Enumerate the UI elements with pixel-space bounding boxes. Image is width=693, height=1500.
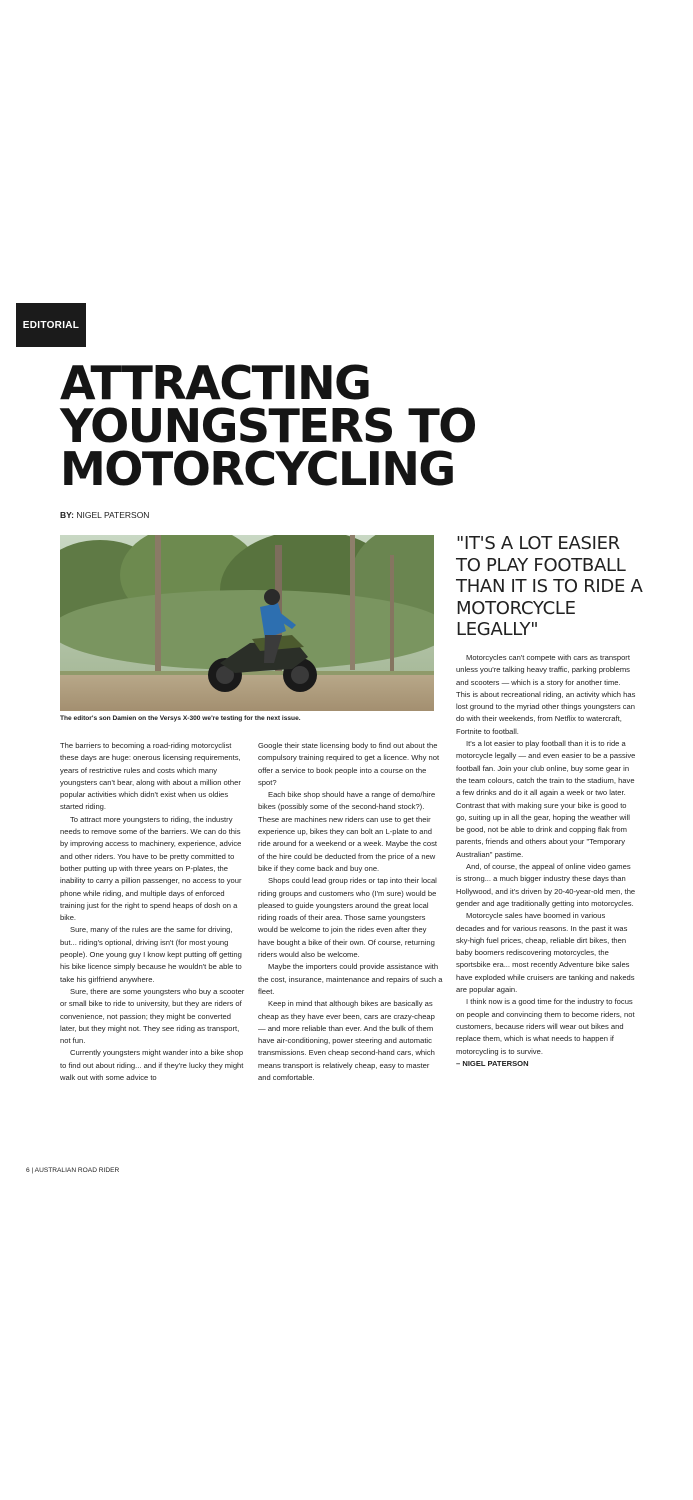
byline <box>60 510 149 520</box>
article-column-3 <box>456 652 636 1070</box>
headline-line-1: ATTRACTING <box>60 356 371 410</box>
article-headline <box>60 356 476 496</box>
article-column-2 <box>258 740 444 1084</box>
headline-line-3: MOTORCYCLING <box>60 442 455 496</box>
paragraph: To attract more youngsters to riding, the industry needs to remove some of the barriers. We can do this by improving access to machinery, experience, advice and other riders. You have to be pretty committed to bother putting up with three years on P-plates, the inability to carry a pillion passenger, no access to your phone while riding, and multiple days of enforced training just for the right to spend heaps of dosh on a bike. <box>60 814 242 923</box>
motorcycle-rider-photo <box>60 535 434 711</box>
paragraph: Google their state licensing body to find out about the compulsory training required to get a licence. Why not offer a service to book people into a course on the spot? <box>258 741 440 787</box>
page-folio: 6 | AUSTRALIAN ROAD RIDER <box>26 1167 120 1174</box>
byline-author: NIGEL PATERSON <box>76 510 150 520</box>
paragraph: Keep in mind that although bikes are basically as cheap as they have ever been, cars are crazy-cheap — and more reliable than ever. And the bulk of them have air-conditioning, power steering and automatic transmissions. Even cheap second-hand cars, which means transport is relatively cheap, easy to master and comfortable. <box>258 999 435 1083</box>
byline-label: BY: <box>60 510 75 520</box>
paragraph: Motorcycle sales have boomed in various decades and for various reasons. In the past it was sky-high fuel prices, cheap, reliable dirt bikes, then baby boomers rediscovering motorcycles, the sportsbike era... most recently Adventure bike sales have exploded while cruisers are tanking and nakeds are popular again. <box>456 911 635 995</box>
paragraph: It's a lot easier to play football than it is to ride a motorcycle legally — and even easier to be a passive football fan. Join your club online, buy some gear in the team colours, catch the train to the stadium, have a few drinks and do it all again a week or two later. Contrast that with making sure your bike is good to go, suiting up in all the gear, hoping the weather will be good, not be able to drink and copping flak from parents, friends and others about your "Temporary Australian" pastime. <box>456 739 636 859</box>
paragraph: Sure, many of the rules are the same for driving, but... riding's optional, driving isn't (for most young people). One young guy I know kept putting off getting his bike licence simply because he wouldn't be able to take his girlfriend anywhere. <box>60 925 242 984</box>
paragraph: I think now is a good time for the industry to focus on people and convincing them to become riders, not customers, because riders will wear out bikes and replace them, which is what needs to happen if motorcycling is to survive. <box>456 997 635 1056</box>
section-tag: EDITORIAL <box>16 303 86 347</box>
article-photo <box>60 535 434 711</box>
paragraph: Maybe the importers could provide assistance with the cost, insurance, maintenance and repairs of such a fleet. <box>258 962 443 996</box>
author-signoff: – NIGEL PATERSON <box>456 1058 529 1068</box>
paragraph: Currently youngsters might wander into a bike shop to find out about riding... and if they're lucky they might walk out with some advice to <box>60 1048 244 1083</box>
paragraph: Sure, there are some youngsters who buy a scooter or small bike to ride to university, but they are riders of convenience, not passion; they might be converted later, but they might not. They see riding as transport, not fun. <box>60 986 245 1046</box>
paragraph: Shops could lead group rides or tap into their local riding groups and customers who (I'm sure) would be pleased to guide youngsters around the great local riding roads of their area. Those same youngsters would be welcome to join the rides even after they have bought a bike of their own. Of course, returning riders would also be welcome. <box>258 876 437 960</box>
paragraph: Motorcycles can't compete with cars as transport unless you're talking heavy traffic, parking problems and scooters — which is a story for another time. This is about recreational riding, an activity which has lost ground to the myriad other things youngsters can do with their weekends, from Netflix to watercraft, Fortnite to football. <box>456 653 636 736</box>
article-column-1 <box>60 740 245 1084</box>
paragraph: Each bike shop should have a range of demo/hire bikes (possibly some of the second-hand stock?). These are machines new riders can use to get their experience up, bikes they can bolt an L-plate to and ride around for a weekend or a week. Maybe the cost of the hire could be deducted from the price of a new bike if they come back and buy one. <box>258 790 437 873</box>
pull-quote: "IT'S A LOT EASIER TO PLAY FOOTBALL THAN IT IS TO RIDE A MOTORCYCLE LEGALLY" <box>456 533 643 640</box>
paragraph: The barriers to becoming a road-riding motorcyclist these days are huge: onerous licensing requirements, years of restrictive rules and costs which many youngsters can't bear, along with about a million other popular activities which didn't exist when us oldies started riding. <box>60 741 241 812</box>
paragraph: And, of course, the appeal of online video games is strong... a much bigger industry these days than Hollywood, and it's driven by 20-40-year-old men, the gender and age traditionally getting into motorcycles. <box>456 862 636 908</box>
photo-caption: The editor's son Damien on the Versys X-300 we're testing for the next issue. <box>60 715 301 722</box>
headline-line-2: YOUNGSTERS TO <box>60 399 476 453</box>
